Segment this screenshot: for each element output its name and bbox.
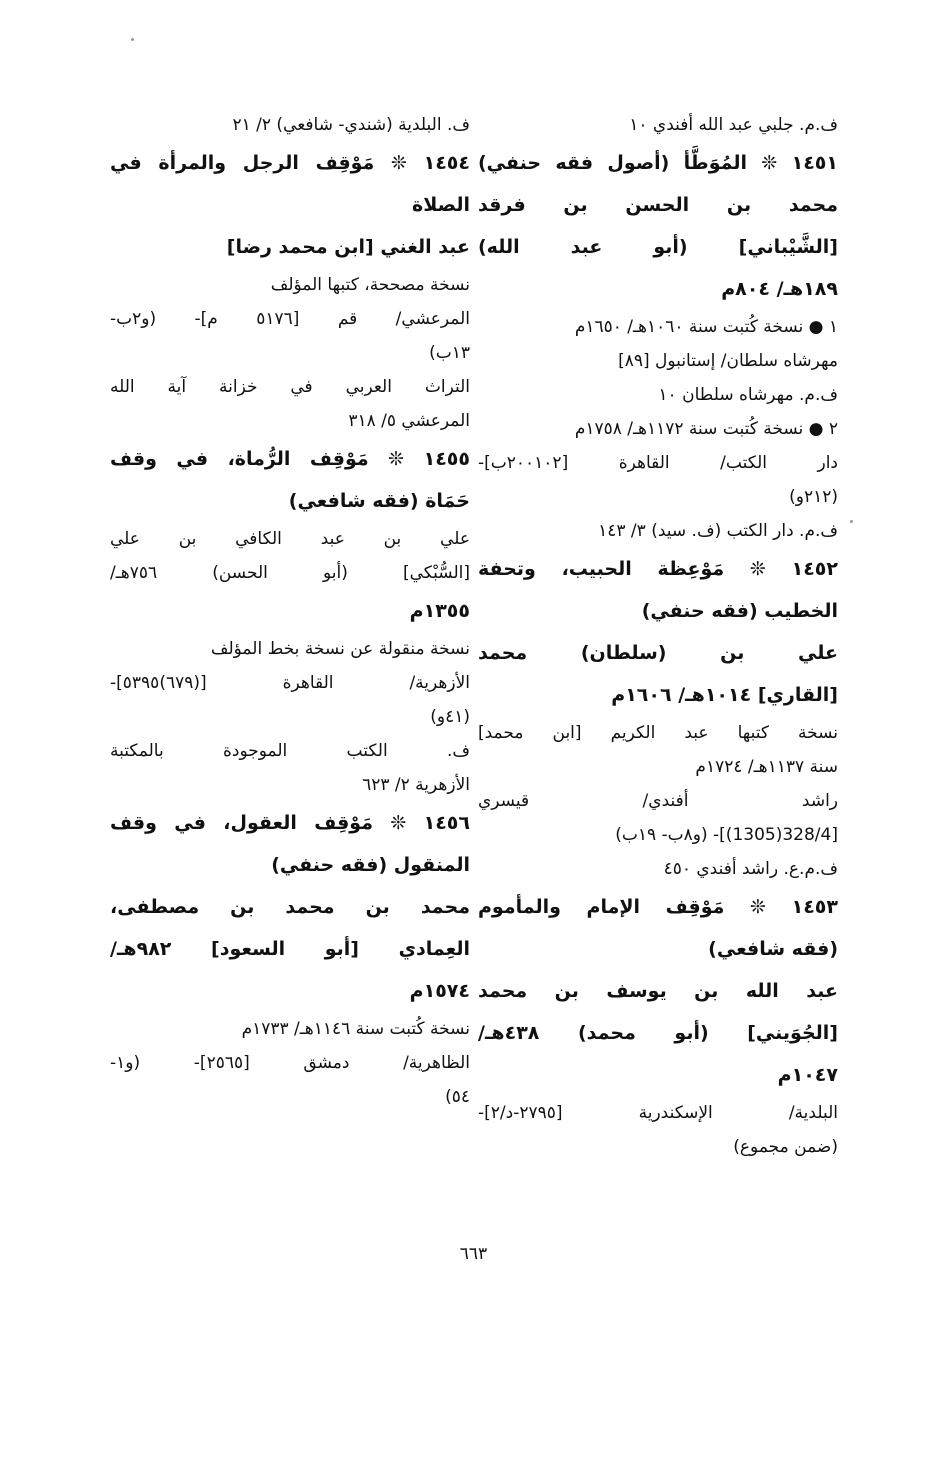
author-date: ١٠٤٧م [777,1064,838,1086]
author-name: علي بن (سلطان) محمد [478,642,838,664]
library-location: المرعشي/ قم [٥١٧٦ م]- (و٢ب- [110,309,470,329]
entry-title-continued: الصلاة [411,194,470,216]
folio-range: ١٣ب) [429,343,470,363]
entry-heading-1454: ١٤٥٤ ❊ مَوْقِف الرجل والمرأة في [110,152,470,174]
catalog-reference: الأزهرية ٢/ ٦٢٣ [362,775,470,795]
library-location: الظاهرية/ دمشق [٢٥٦٥]- (و١- [110,1053,470,1073]
right-column [478,108,838,1164]
folio-range: (٢١٢و) [789,487,838,507]
shelfmark: [328/4(1305)]- (و٨ب- ١٩ب) [615,825,838,845]
copy-note: نسخة كُتبت سنة ١١٤٦هـ/ ١٧٣٣م [241,1019,470,1039]
catalog-reference: المرعشي ٥/ ٣١٨ [348,411,470,431]
scan-speck [131,38,134,41]
copy-note: ٢ ● نسخة كُتبت سنة ١١٧٢هـ/ ١٧٥٨م [574,419,838,439]
scan-speck [850,520,853,523]
author-name-date: [القاري] ١٠١٤هـ/ ١٦٠٦م [611,684,838,706]
left-column [110,108,470,1114]
collection-note: (ضمن مجموع) [733,1137,838,1157]
microfilm-note: ف.م. مهرشاه سلطان ١٠ [658,385,838,405]
catalog-reference: التراث العربي في خزانة آية الله [110,377,470,397]
author-name: [الشَّيْباني] (أبو عبد الله) [478,236,838,258]
author-name: عبد الله بن يوسف بن محمد [478,980,838,1002]
author-date: ١٣٥٥م [409,600,470,622]
author-name-date: [السُّبْكي] (أبو الحسن) ٧٥٦هـ/ [110,563,470,583]
library-location: البلدية/ الإسكندرية [٢٧٩٥-د/٢]- [478,1103,838,1123]
entry-heading-1456: ١٤٥٦ ❊ مَوْقِف العقول، في وقف [110,812,470,834]
entry-subject: المنقول (فقه حنفي) [271,854,470,876]
author-date: ١٥٧٤م [409,980,470,1002]
catalog-reference: ف.م. دار الكتب (ف. سيد) ٣/ ١٤٣ [598,521,838,541]
author-name: عبد الغني [ابن محمد رضا] [226,236,470,258]
folio-range: ٥٤) [445,1087,470,1107]
entry-heading-1452: ١٤٥٢ ❊ مَوْعِظة الحبيب، وتحفة [478,558,838,580]
entry-subject: الخطيب (فقه حنفي) [641,600,838,622]
author-name: محمد بن محمد بن مصطفى، [110,896,470,918]
library-location: مهرشاه سلطان/ إستانبول [٨٩] [618,351,838,371]
entry-heading-1455: ١٤٥٥ ❊ مَوْقِف الرُّماة، في وقف [110,448,470,470]
microfilm-note: ف.م.ع. راشد أفندي ٤٥٠ [663,859,838,879]
library-location: راشد أفندي/ قيسري [478,791,838,811]
copy-note: ١ ● نسخة كُتبت سنة ١٠٦٠هـ/ ١٦٥٠م [574,317,838,337]
copy-date: سنة ١١٣٧هـ/ ١٧٢٤م [695,757,838,777]
author-date: ١٨٩هـ/ ٨٠٤م [721,278,838,300]
entry-subject: (فقه شافعي) [708,938,838,960]
author-name-date: [الجُوَيني] (أبو محمد) ٤٣٨هـ/ [478,1022,838,1044]
copy-note: نسخة مصححة، كتبها المؤلف [270,275,470,295]
page-number: ٦٦٣ [459,1244,488,1264]
entry-subject: حَمَاة (فقه شافعي) [288,490,470,512]
folio-range: (٤١و) [430,707,470,727]
library-location: دار الكتب/ القاهرة [٢٠٠١٠٢ب]- [478,453,838,473]
copy-note: نسخة منقولة عن نسخة بخط المؤلف [210,639,470,659]
author-name-date: العِمادي [أبو السعود] ٩٨٢هـ/ [110,938,470,960]
entry-heading-1451: ١٤٥١ ❊ المُوَطَّأ (أصول فقه حنفي) [478,152,838,174]
entry-heading-1453: ١٤٥٣ ❊ مَوْقِف الإمام والمأموم [478,896,838,918]
author-name: محمد بن الحسن بن فرقد [478,194,838,216]
copy-note: نسخة كتبها عبد الكريم [ابن محمد] [478,723,838,743]
library-location: الأزهرية/ القاهرة [(٦٧٩)٥٣٩٥]- [110,673,470,693]
microfilm-note: ف.م. جلبي عبد الله أفندي ١٠ [629,115,838,135]
catalog-reference: ف. الكتب الموجودة بالمكتبة [110,741,470,761]
author-name: علي بن عبد الكافي بن علي [110,529,470,549]
catalog-reference: ف. البلدية (شندي- شافعي) ٢/ ٢١ [232,115,470,135]
